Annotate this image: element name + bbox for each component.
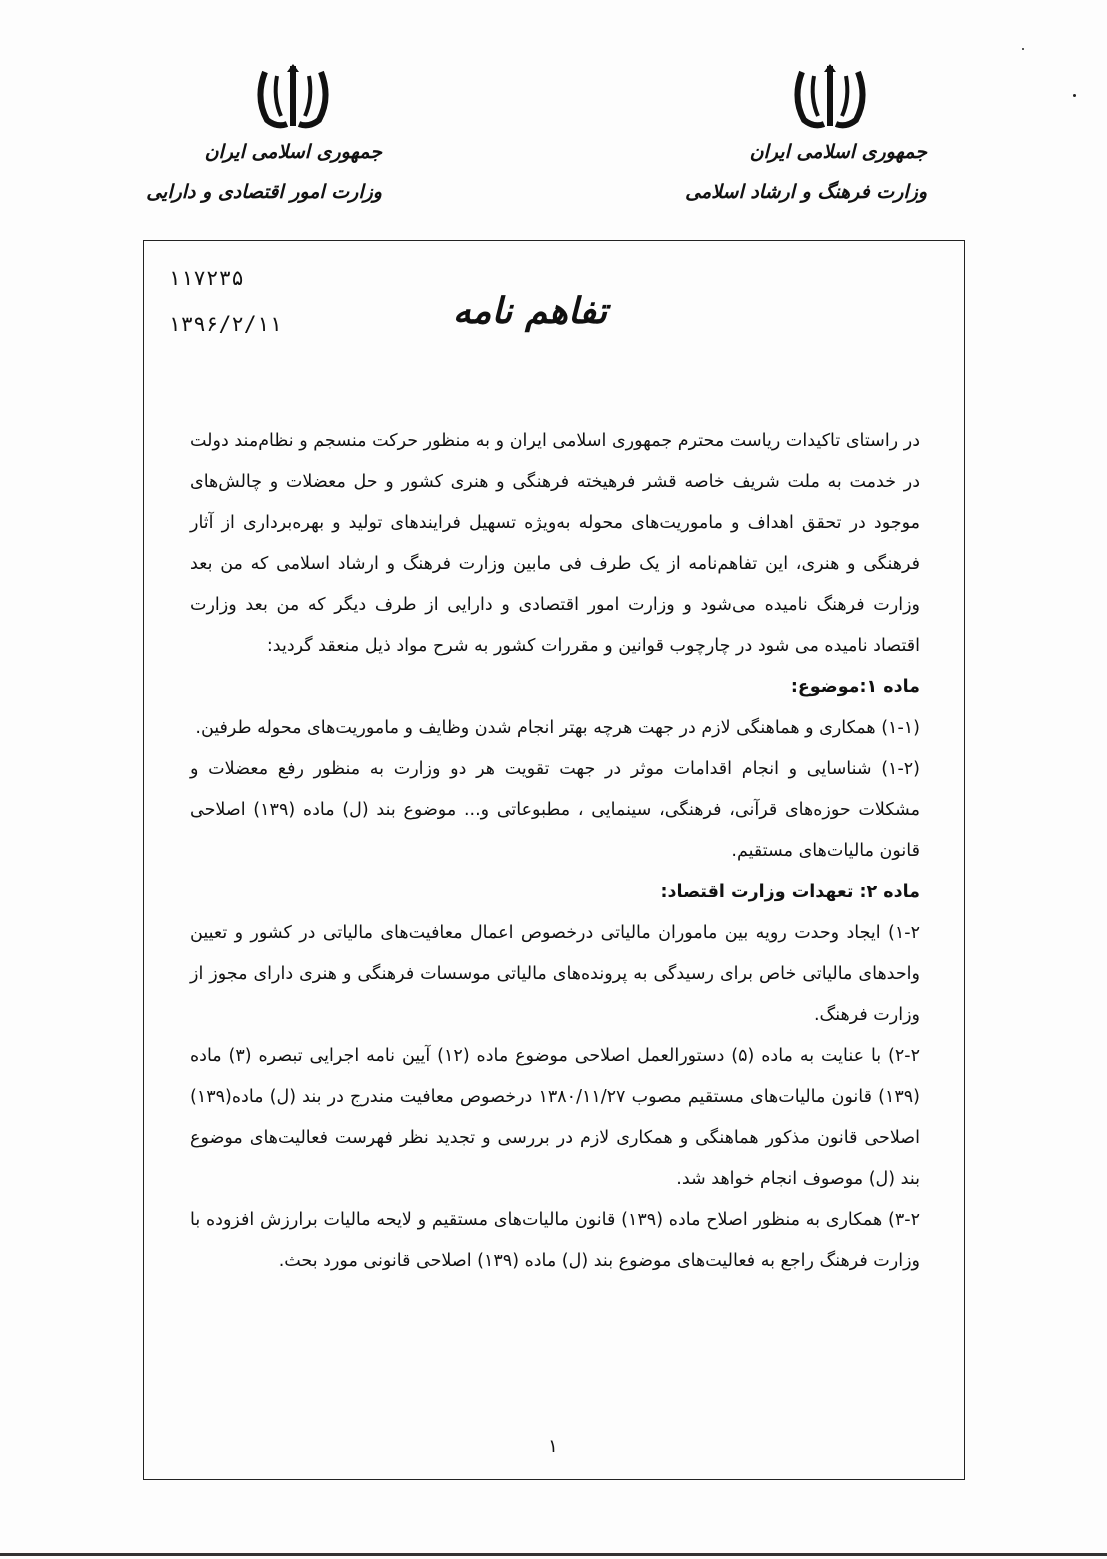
document-title: تفاهم نامه <box>452 290 608 332</box>
ministry-name: وزارت امور اقتصادی و دارایی <box>146 181 382 203</box>
page-number: ۱ <box>548 1436 558 1457</box>
article-clause: ۱-۲) ایجاد وحدت رویه بین ماموران مالیاتی درخصوص اعمال معافیت‌های مالیاتی در کشور و تعیین واحدهای مالیاتی خاص برای رسیدگی به پرونده‌های مالیاتی موسسات فرهنگی و هنری دارای مجوز از وزارت فرهنگ. <box>190 923 920 1025</box>
country-name: جمهوری اسلامی ایران <box>204 141 382 163</box>
article-clause: ۳-۲) همکاری به منظور اصلاح ماده (۱۳۹) قانون مالیات‌های مستقیم و لایحه مالیات برارزش افزوده با وزارت فرهنگ راجع به فعالیت‌های موضوع بند (ل) ماده (۱۳۹) اصلاحی قانونی مورد بحث. <box>190 1210 921 1271</box>
intro-paragraph: در راستای تاکیدات ریاست محترم جمهوری اسلامی ایران و به منظور حرکت منسجم و نظام‌مند دولت در خدمت به ملت شریف خاصه قشر فرهیخته فرهنگی و هنری کشور و حل معضلات و چالش‌های موجود در تحقق اهداف و ماموریت‌های محوله به‌ویژه تسهیل فرایندهای تولید و بهره‌برداری از آثار فرهنگی و هنری، این تفاهم‌نامه از یک طرف فی مابین وزارت فرهنگ و ارشاد اسلامی که من بعد وزارت فرهنگ نامیده می‌شود و وزارت امور اقتصادی و دارایی از طرف دیگر که من بعد وزارت اقتصاد نامیده می شود در چارچوب قوانین و مقررات کشور به شرح مواد ذیل منعقد گردید: <box>190 431 920 656</box>
iran-emblem-icon <box>790 62 870 134</box>
iran-emblem-icon <box>253 62 333 134</box>
country-name: جمهوری اسلامی ایران <box>749 141 927 163</box>
article-heading: ماده ۲: تعهدات وزارت اقتصاد: <box>660 882 920 902</box>
scan-edge-line <box>0 1553 1107 1556</box>
scan-speck <box>1073 94 1076 97</box>
article-clause: (۱-۲) شناسایی و انجام اقدامات موثر در جهت تقویت هر دو وزارت به منظور رفع معضلات و مشکلات حوزه‌های قرآنی، فرهنگی، سینمایی ، مطبوعاتی و... موضوع بند (ل) ماده (۱۳۹) اصلاحی قانون مالیات‌های مستقیم. <box>190 759 920 861</box>
registration-number: ۱۱۷۲۳۵ <box>168 266 244 290</box>
document-body <box>190 421 920 1282</box>
org-header-right <box>685 132 927 212</box>
registration-date: ۱۳۹۶/۲/۱۱ <box>168 312 282 336</box>
org-header-left <box>146 132 382 212</box>
scan-speck <box>1022 48 1024 50</box>
article-heading: ماده ۱:موضوع: <box>790 677 920 697</box>
article-clause: (۱-۱) همکاری و هماهنگی لازم در جهت هرچه بهتر انجام شدن وظایف و ماموریت‌های محوله طرفین. <box>195 718 920 738</box>
article-clause: ۲-۲) با عنایت به ماده (۵) دستورالعمل اصلاحی موضوع ماده (۱۲) آیین نامه اجرایی تبصره (۳) ماده (۱۳۹) قانون مالیات‌های مستقیم مصوب ۱۳۸۰/۱۱/۲۷ درخصوص معافیت مندرج در بند (ل) ماده(۱۳۹) اصلاحی قانون مذکور هماهنگی و همکاری لازم در بررسی و تجدید نظر فهرست فعالیت‌های موضوع بند (ل) موصوف انجام خواهد شد. <box>190 1046 920 1189</box>
ministry-name: وزارت فرهنگ و ارشاد اسلامی <box>685 181 927 203</box>
